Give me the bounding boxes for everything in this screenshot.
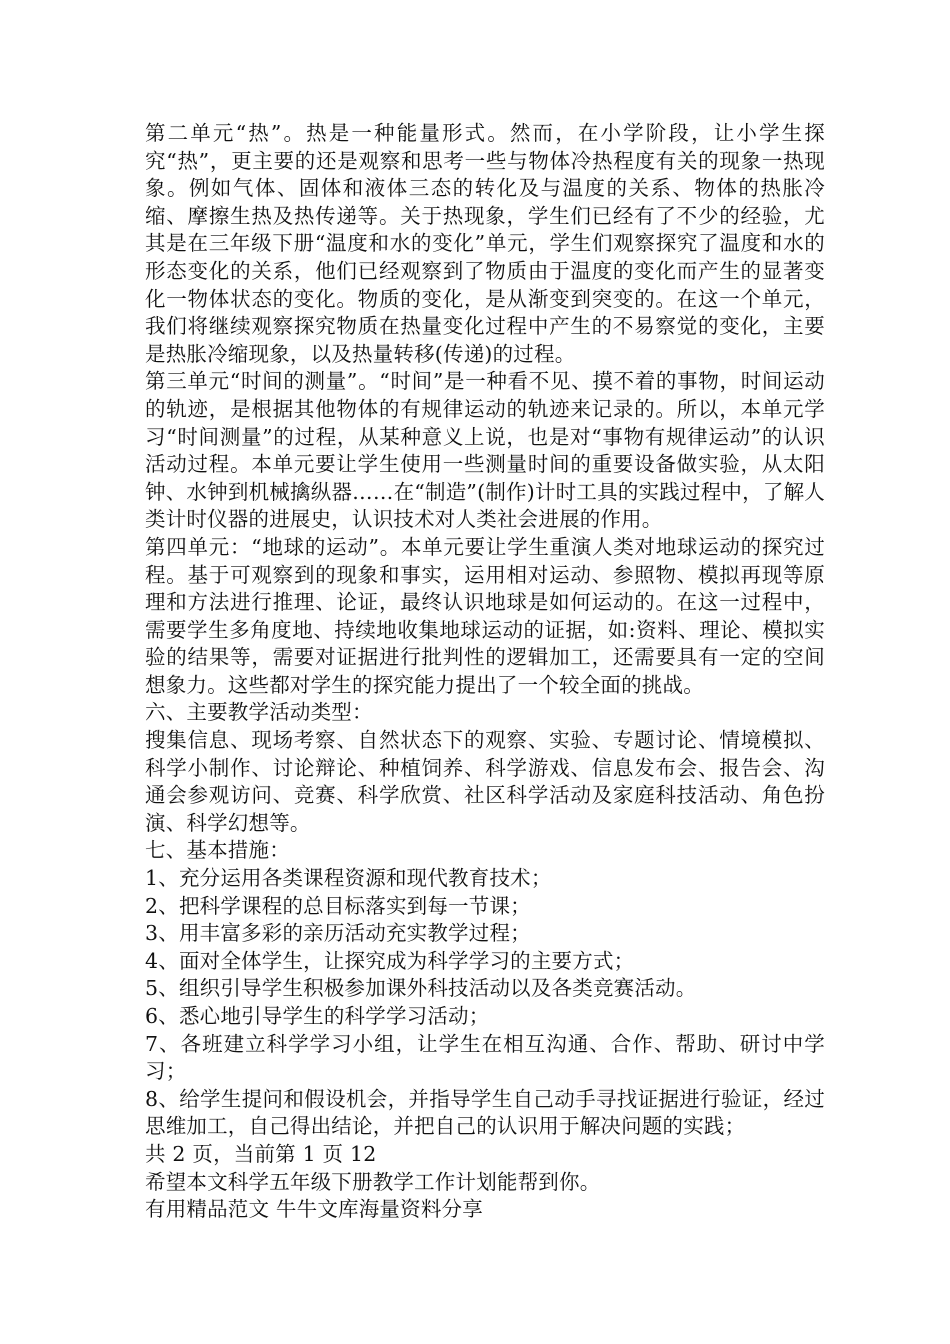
paragraph-activity-types: 搜集信息、现场考察、自然状态下的观察、实验、专题讨论、情境模拟、科学小制作、讨论辩论、种植饲养、科学游戏、信息发布会、报告会、沟通会参观访问、竞赛、科学欣赏、社区科学活动及家庭科技活动、角色扮演、科学幻想等。 xyxy=(145,728,825,835)
measure-item: 6、悉心地引导学生的科学学习活动； xyxy=(145,1004,490,1028)
document-page xyxy=(145,120,825,1224)
measure-item: 4、面对全体学生，让探究成为科学学习的主要方式； xyxy=(145,948,635,973)
paragraph-unit-4: 第四单元：“地球的运动”。本单元要让学生重演人类对地球运动的探究过程。基于可观察到的现象和事实，运用相对运动、参照物、模拟再现等原理和方法进行推理、论证，最终认识地球是如何运动的。在这一过程中，需要学生多角度地、持续地收集地球运动的证据，如:资料、理论、模拟实验的结果等，需要对证据进行批判性的逻辑加工，还需要具有一定的空间想象力。这些都对学生的探究能力提出了一个较全面的挑战。 xyxy=(145,534,825,697)
section-heading-measures: 七、基本措施： xyxy=(145,838,290,863)
measure-item: 2、把科学课程的总目标落实到每一节课； xyxy=(145,893,531,918)
measure-item: 7、各班建立科学学习小组，让学生在相互沟通、合作、帮助、研讨中学习； xyxy=(145,1031,825,1084)
paragraph-unit-3: 第三单元“时间的测量”。“时间”是一种看不见、摸不着的事物，时间运动的轨迹，是根据其他物体的有规律运动的轨迹来记录的。所以，本单元学习“时间测量”的过程，从某种意义上说，也是对“事物有规律运动”的认识活动过程。本单元要让学生使用一些测量时间的重要设备做实验，从太阳钟、水钟到机械擒纵器……在“制造”(制作)计时工具的实践过程中，了解人类计时仪器的进展史，认识技术对人类社会进展的作用。 xyxy=(145,369,825,532)
measure-item: 3、用丰富多彩的亲历活动充实教学过程； xyxy=(145,921,531,946)
page-info: 共 2 页，当前第 1 页 12 xyxy=(145,1141,377,1166)
section-heading-activities: 六、主要教学活动类型： xyxy=(145,700,373,725)
source-note: 有用精品范文 牛牛文库海量资料分享 xyxy=(145,1197,483,1222)
measure-item: 1、充分运用各类课程资源和现代教育技术； xyxy=(145,866,552,891)
measure-item: 5、组织引导学生积极参加课外科技活动以及各类竞赛活动。 xyxy=(145,976,697,1001)
paragraph-unit-2: 第二单元“热”。热是一种能量形式。然而，在小学阶段，让小学生探究“热”，更主要的还是观察和思考一些与物体冷热程度有关的现象一热现象。例如气体、固体和液体三态的转化及与温度的关系、物体的热胀冷缩、摩擦生热及热传递等。关于热现象，学生们已经有了不少的经验，尤其是在三年级下册“温度和水的变化”单元，学生们观察探究了温度和水的形态变化的关系，他们已经观察到了物质由于温度的变化而产生的显著变化一物体状态的变化。物质的变化，是从渐变到突变的。在这一个单元，我们将继续观察探究物质在热量变化过程中产生的不易察觉的变化，主要是热胀冷缩现象，以及热量转移(传递)的过程。 xyxy=(145,121,825,366)
closing-note: 希望本文科学五年级下册教学工作计划能帮到你。 xyxy=(145,1169,601,1194)
measure-item: 8、给学生提问和假设机会，并指导学生自己动手寻找证据进行验证，经过思维加工，自己得出结论，并把自己的认识用于解决问题的实践； xyxy=(145,1086,825,1139)
